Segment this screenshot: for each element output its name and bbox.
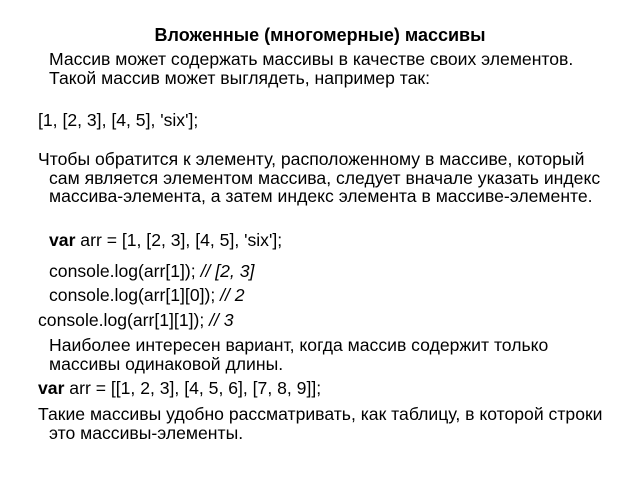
code-line-2 [49,262,604,281]
code-text: arr = [[1, 2, 3], [4, 5, 6], [7, 8, 9]]; [64,378,322,398]
code-line-1 [49,231,604,250]
paragraph-intro: Массив может содержать массивы в качестве своих элементов. Такой массив может выглядеть, например так: [49,49,574,88]
keyword-var: var [38,378,65,398]
code-line-3 [49,286,604,305]
array-example: [1, [2, 3], [4, 5], 'six']; [38,110,199,130]
code-line-4 [38,311,609,330]
paragraph-access: Чтобы обратится к элементу, расположенному в массиве, который сам является элементом массива, следует вначале указать индекс массива-элемента, а затем индекс элемента в массиве-элементе. [38,149,601,207]
keyword-var: var [49,230,76,250]
slide-title: Вложенные (многомерные) массивы [154,25,486,45]
code-text: console.log(arr[1][0]); [49,285,221,305]
code-text: arr = [1, [2, 3], [4, 5], 'six']; [75,230,283,250]
paragraph-equal-length: Наиболее интересен вариант, когда массив содержит только массивы одинаковой длины. [49,335,549,374]
code-line-5 [38,379,609,398]
code-text: console.log(arr[1]); [49,261,201,281]
code-text: console.log(arr[1][1]); [38,310,210,330]
code-comment: // 2 [220,285,245,305]
code-comment: // 3 [209,310,234,330]
code-comment: // [2, 3] [200,261,255,281]
paragraph-table: Такие массивы удобно рассматривать, как таблицу, в которой строки это массивы-элементы. [38,404,603,443]
